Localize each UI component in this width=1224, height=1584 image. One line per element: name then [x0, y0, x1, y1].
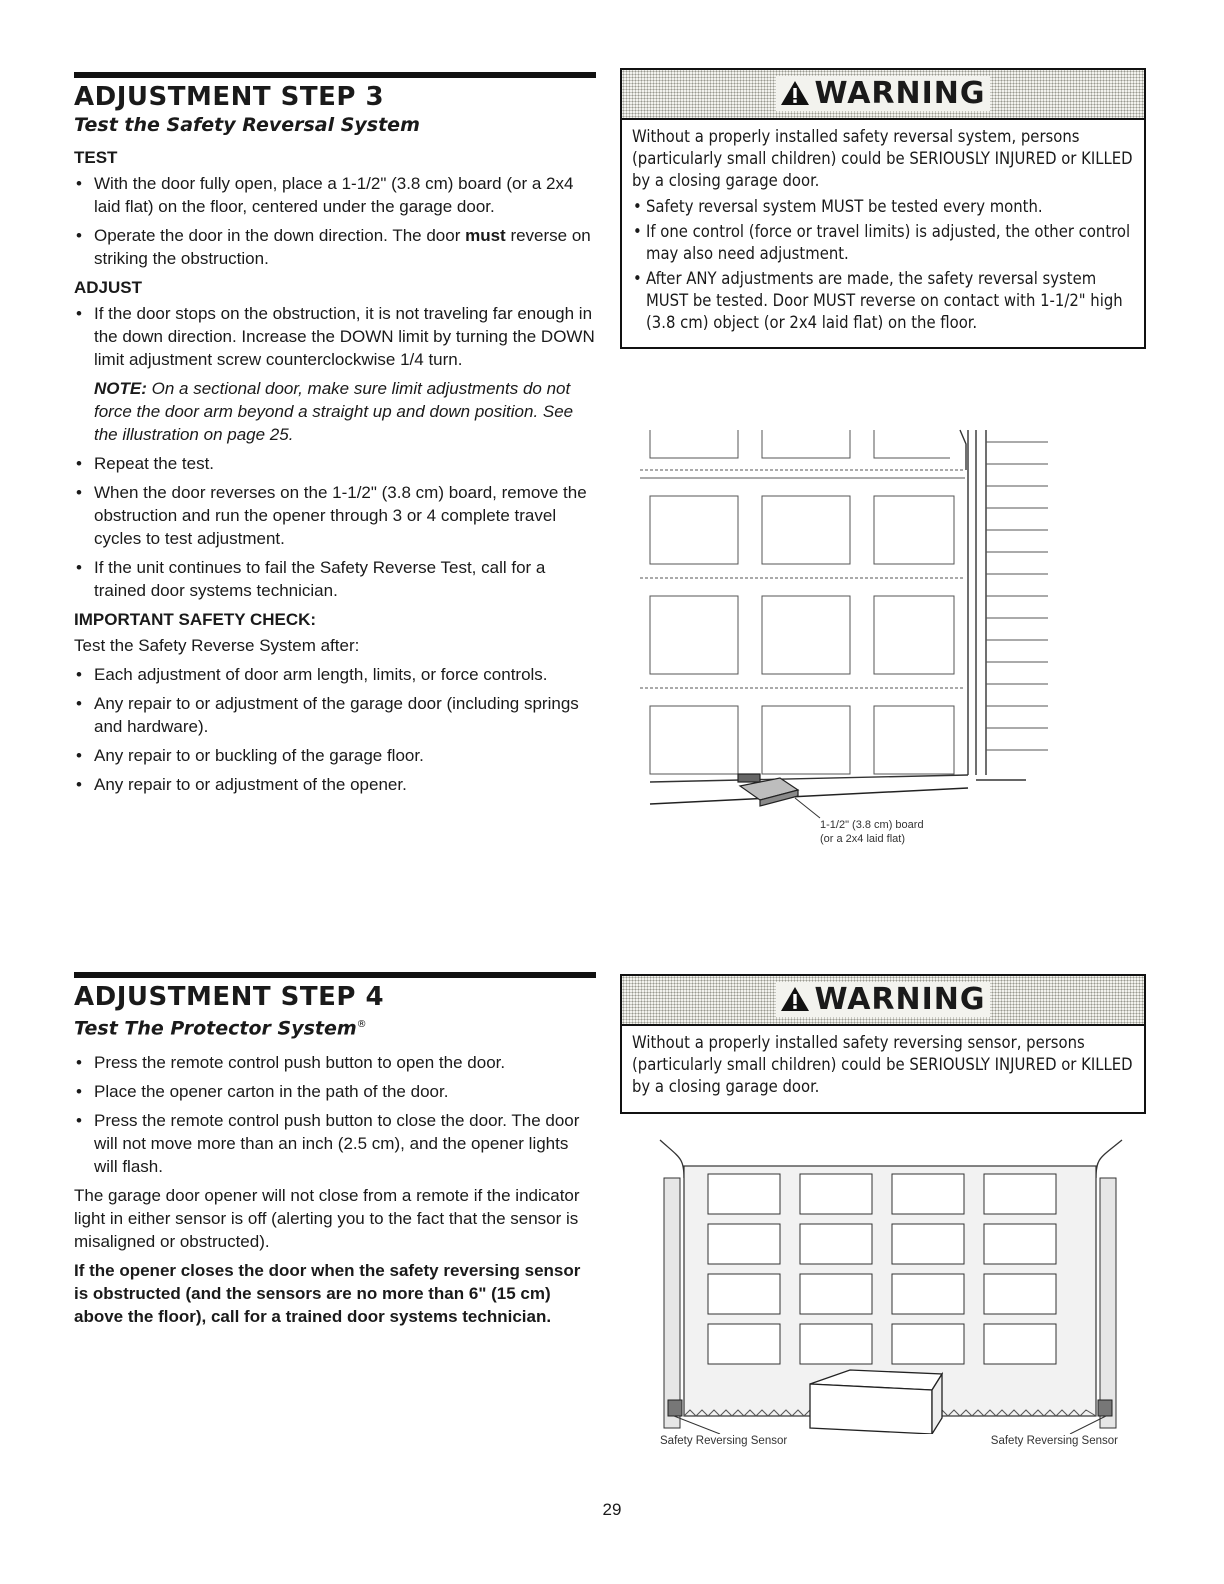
step4-item-2: • Place the opener carton in the path of the door. — [74, 1080, 596, 1103]
figure-1-caption-line2: (or a 2x4 laid flat) — [820, 833, 905, 845]
test-item-2-tail: reverse on striking the obstruction. — [94, 226, 591, 268]
safety-item-3: • Any repair to or buckling of the garage floor. — [74, 744, 596, 767]
warning-1-intro: Without a properly installed safety reversal system, persons (particularly small children) could be SERIOUSLY INJURED or KILLED by a closing garage door. — [632, 127, 1133, 190]
warning-1-list — [632, 196, 1134, 334]
warning-2-header — [622, 976, 1144, 1026]
step4-item-3: • Press the remote control push button to close the door. The door will not move more than an inch (2.5 cm), and the opener lights will flash. — [74, 1109, 596, 1178]
warning-box-1 — [620, 68, 1146, 349]
test-list — [74, 172, 596, 270]
step3-title: ADJUSTMENT STEP 3 — [74, 82, 385, 112]
warning-1-item-2: • If one control (force or travel limits) is adjusted, the other control may also need adjustment. — [632, 221, 1134, 265]
note-text: On a sectional door, make sure limit adjustments do not force the door arm beyond a straight up and down position. See the illustration on page 25. — [94, 379, 574, 444]
figure-1-caption — [820, 818, 924, 846]
warning-2-body — [622, 1026, 1144, 1112]
adjust-item-3: • When the door reverses on the 1-1/2" (3.8 cm) board, remove the obstruction and run the opener through 3 or 4 complete travel cycles to test adjustment. — [74, 481, 596, 550]
figure-door-board — [620, 420, 1060, 860]
step4-subtitle-text: Test The Protector System — [74, 1017, 357, 1040]
figure-2-label-right: Safety Reversing Sensor — [990, 1435, 1118, 1447]
page-number: 29 — [602, 1500, 622, 1519]
figure-1-caption-line1: 1-1/2" (3.8 cm) board — [820, 819, 924, 831]
step3-rule — [74, 72, 596, 78]
safety-check-list — [74, 663, 596, 796]
note-label: NOTE: — [94, 379, 147, 398]
step4-paragraph: The garage door opener will not close from a remote if the indicator light in either sensor is off (alerting you to the fact that the sensor is misaligned or obstructed). — [74, 1186, 580, 1252]
warning-1-header — [622, 70, 1144, 120]
test-item-2-bold: must — [465, 226, 506, 245]
step4-item-1: • Press the remote control push button to open the door. — [74, 1051, 596, 1074]
warning-1-title: WARNING — [814, 76, 986, 111]
step4-rule — [74, 972, 596, 978]
adjust-item-2: • Repeat the test. — [74, 452, 596, 475]
step4-title: ADJUSTMENT STEP 4 — [74, 982, 385, 1012]
warning-triangle-icon — [780, 80, 810, 106]
safety-check-intro: Test the Safety Reverse System after: — [74, 636, 360, 655]
step4-section — [74, 972, 596, 1328]
test-item-2-lead: Operate the door in the down direction. The door — [94, 226, 466, 245]
safety-item-4: • Any repair to or adjustment of the opener. — [74, 773, 596, 796]
warning-triangle-icon — [780, 986, 810, 1012]
adjust-list — [74, 302, 596, 371]
figure-sensors-carton — [650, 1138, 1130, 1458]
warning-box-2 — [620, 974, 1146, 1114]
warning-2-intro: Without a properly installed safety reversing sensor, persons (particularly small children) could be SERIOUSLY INJURED or KILLED by a closing garage door. — [632, 1033, 1133, 1096]
step3-section — [74, 72, 596, 802]
warning-1-body — [622, 120, 1144, 347]
registered-mark: ® — [356, 1019, 367, 1030]
adjust-item-1: • If the door stops on the obstruction, it is not traveling far enough in the down direction. Increase the DOWN limit by turning the DOWN limit adjustment screw counterclockwise 1/4 turn. — [74, 302, 596, 371]
sensors-carton-illustration — [650, 1138, 1130, 1434]
test-item-1: • With the door fully open, place a 1-1/2" (3.8 cm) board (or a 2x4 laid flat) on the floor, centered under the garage door. — [74, 172, 596, 218]
warning-2-title: WARNING — [814, 982, 986, 1017]
warning-1-item-3: • After ANY adjustments are made, the safety reversal system MUST be tested. Door MUST reverse on contact with 1-1/2" high (3.8 cm) object (or 2x4 laid flat) on the floor. — [632, 268, 1134, 334]
adjust-item-4: • If the unit continues to fail the Safety Reverse Test, call for a trained door systems technician. — [74, 556, 596, 602]
adjust-list-rest — [74, 452, 596, 602]
safety-check-heading: IMPORTANT SAFETY CHECK: — [74, 610, 317, 629]
safety-item-1: • Each adjustment of door arm length, limits, or force controls. — [74, 663, 596, 686]
step3-subtitle: Test the Safety Reversal System — [74, 114, 420, 136]
safety-item-2: • Any repair to or adjustment of the garage door (including springs and hardware). — [74, 692, 596, 738]
door-board-illustration — [620, 420, 1060, 820]
figure-2-label-left: Safety Reversing Sensor — [660, 1435, 788, 1447]
warning-1-item-1: • Safety reversal system MUST be tested every month. — [632, 196, 1134, 218]
adjust-note — [94, 377, 596, 446]
test-heading: TEST — [74, 148, 118, 167]
step4-subtitle — [74, 1012, 596, 1041]
step4-bold-paragraph: If the opener closes the door when the safety reversing sensor is obstructed (and the sensors are no more than 6" (15 cm) above the floor), call for a trained door systems technician. — [74, 1261, 581, 1327]
step4-list — [74, 1051, 596, 1178]
test-item-2 — [74, 224, 596, 270]
adjust-heading: ADJUST — [74, 278, 143, 297]
